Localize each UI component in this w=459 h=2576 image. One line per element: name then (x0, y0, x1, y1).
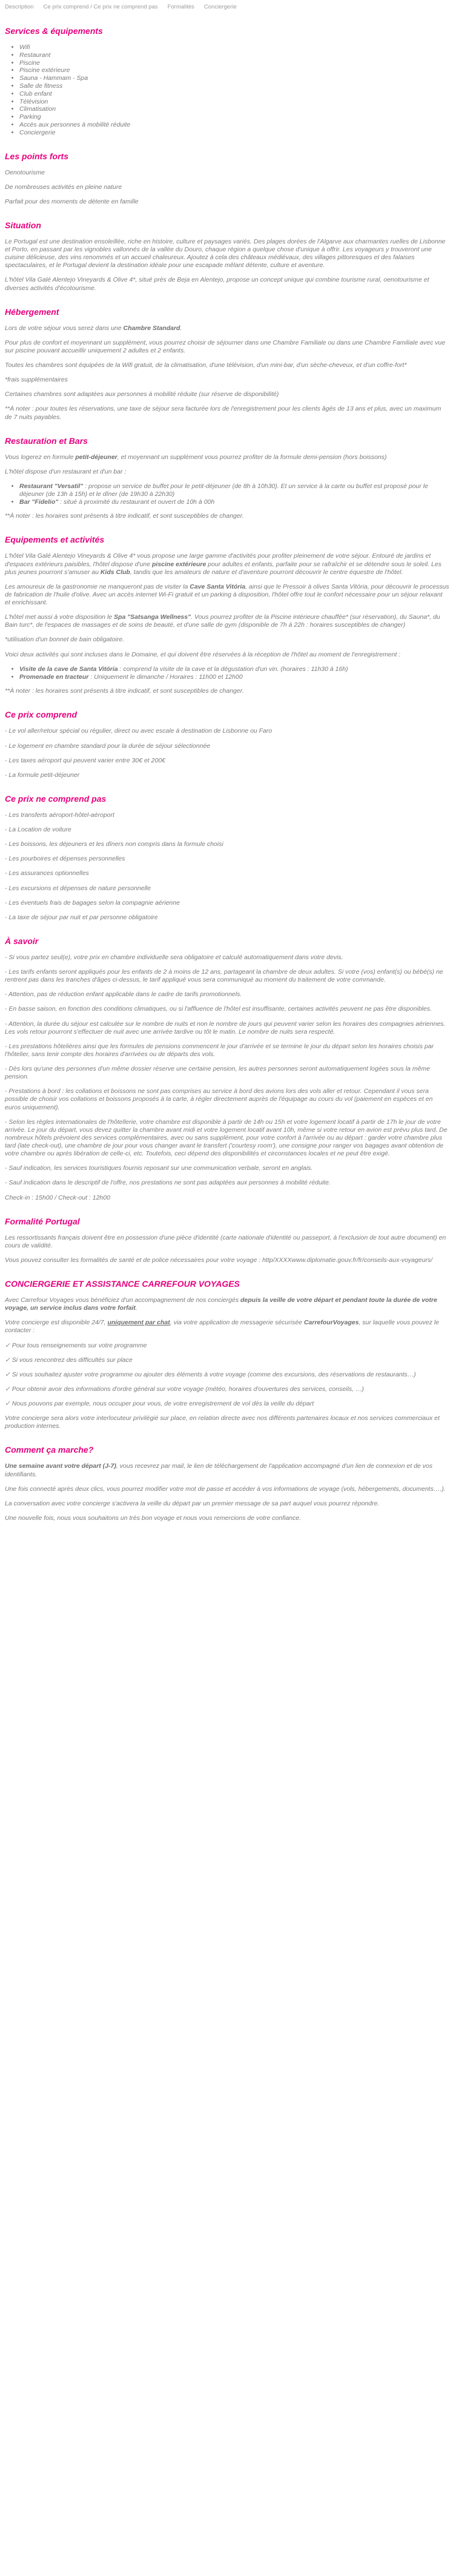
bullet-item: • Conciergerie (19, 129, 449, 137)
paragraph: - Dès lors qu'une des personnes d'un même dossier réserve une certaine pension, les autres personnes seront automatiquement logées sous la même pension. (5, 1065, 431, 1081)
paragraph: - Les transferts aéroport-hôtel-aéroport (5, 811, 114, 819)
section-equipements-activites (5, 535, 449, 695)
bullet-item: • Parking (19, 113, 449, 121)
section-heading-restauration-bars: Restauration et Bars (5, 435, 88, 446)
section-heading-hebergement: Hébergement (5, 306, 59, 317)
paragraph: **À noter : les horaires sont présents à titre indicatif, et sont susceptibles de changer. (5, 512, 244, 520)
paragraph: - La Location de voiture (5, 826, 71, 834)
section-points-forts (5, 151, 449, 206)
paragraph: - Les assurances optionnelles (5, 870, 89, 877)
paragraph: L'hôtel Vila Galé Alentejo Vineyards & Olive 4*, situé près de Beja en Alentejo, propose un concept unique qui combine tourisme rural, oenotourisme et diverses activités d'écotourisme. (5, 276, 429, 292)
paragraph: De nombreuses activités en pleine nature (5, 183, 122, 191)
paragraph: - Les tarifs enfants seront appliqués pour les enfants de 2 à moins de 12 ans, partageant la chambre de deux adultes. Si votre (vos) enfant(s) ou bébé(s) ne rentrent pas dans les tranches d'âges ci-dessus, le tarif appliqué vous sera communiqué au moment du traitement de votre commande. (5, 968, 443, 984)
paragraph: - Les éventuels frais de bagages selon la compagnie aérienne (5, 899, 180, 907)
tab-3[interactable]: Conciergerie (203, 4, 237, 10)
bullet-item: • Piscine extérieure (19, 67, 449, 74)
section-heading-prix-ne-comprend-pas: Ce prix ne comprend pas (5, 793, 107, 804)
bullet-item: • Bar "Fidelio" : situé à proximité du restaurant et ouvert de 10h à 00h (19, 498, 449, 506)
paragraph: ✓ Si vous souhaitez ajuster votre programme ou ajouter des éléments à votre voyage (comme des excursions, des réservations de restaurants…) (5, 1370, 416, 1378)
paragraph: Votre concierge sera alors votre interlocuteur privilégié sur place, en relation directe avec nos différents partenaires locaux et nos services commerciaux et production internes. (5, 1415, 440, 1430)
paragraph: L'hôtel dispose d'un restaurant et d'un bar : (5, 467, 127, 475)
section-comment-ca-marche (5, 1445, 449, 1522)
paragraph: ✓ Pour obtenir avoir des informations d'ordre général sur votre voyage (météo, horaires d'ouvertures des services, conseils, …) (5, 1385, 364, 1393)
section-heading-services-equipements: Services & équipements (5, 26, 103, 36)
section-restauration-bars (5, 436, 449, 521)
paragraph: Lors de votre séjour vous serez dans une Chambre Standard. (5, 324, 182, 332)
paragraph: L'hôtel met aussi à votre disposition le Spa "Satsanga Wellness". Vous pourrez profiter de la Piscine intérieure chauffée* (sur réservation), du Sauna*, du Bain turc*, de l'espaces de massages et de soins de beauté, et d'une salle de gym (disponible de 7h à 22h : horaires susceptibles de changer) (5, 613, 440, 629)
bullet-item: • Promenade en tracteur : Uniquement le dimanche / Horaires : 11h00 et 12h00 (19, 673, 449, 681)
section-services-equipements (5, 26, 449, 137)
paragraph: *utilisation d'un bonnet de bain obligatoire. (5, 636, 124, 644)
section-formalite-portugal (5, 1217, 449, 1264)
paragraph: Pour plus de confort et moyennant un supplément, vous pourrez choisir de séjourner dans une Chambre Familiale ou dans une Chambre Familiale avec vue sur piscine pouvant accueillir uniquement 2 adultes et 2 enfants. (5, 339, 446, 354)
section-heading-situation: Situation (5, 220, 41, 230)
bullet-item: • Télévision (19, 98, 449, 106)
paragraph: - Les boissons, les déjeuners et les dîners non compris dans la formule choisi (5, 841, 223, 848)
section-heading-conciergerie-assistance: CONCIERGERIE ET ASSISTANCE CARREFOUR VOYAGES (5, 1279, 240, 1289)
section-prix-comprend (5, 710, 449, 779)
paragraph: ✓ Nous pouvons par exemple, nous occuper pour vous, de votre enregistrement de vol dès la veille du départ (5, 1400, 314, 1408)
bullet-item: • Salle de fitness (19, 82, 449, 90)
paragraph: La conversation avec votre concierge s'activera la veille du départ par un premier message de sa part auquel vous pourrez répondre. (5, 1499, 380, 1507)
paragraph: - En basse saison, en fonction des conditions climatiques, ou si l'affluence de l'hôtel est insuffisante, certaines activités peuvent ne pas être disponibles. (5, 1005, 432, 1013)
bullet-list (5, 665, 449, 681)
section-situation (5, 220, 449, 292)
bullet-list (5, 483, 449, 506)
paragraph: ✓ Pour tous renseignements sur votre programme (5, 1341, 147, 1349)
paragraph: - Prestations à bord : les collations et boissons ne sont pas comprises au service à bord des avions lors des vols aller et retour. Cependant il vous sera possible de choisir vos collations et boissons proposés à la carte, à régler directement auprès de l'équipage au cours du vol (paiement en espèces et en euros uniquement). (5, 1088, 433, 1111)
paragraph: Oenotourisme (5, 168, 45, 176)
section-conciergerie-assistance (5, 1279, 449, 1430)
paragraph: - Si vous partez seul(e), votre prix en chambre individuelle sera obligatoire et calculé automatiquement dans votre devis. (5, 953, 343, 961)
paragraph: Le Portugal est une destination ensoleillée, riche en histoire, culture et paysages variés. Des plages dorées de l'Algarve aux charmantes ruelles de Lisbonne et Porto, en passant par les vignobles vallonnés de la vallée du Douro, chaque région a quelque chose d'unique à offrir. Les voyageurs y trouveront une cuisine délicieuse, des vins renommés et un accueil chaleureux. Ajoutez à cela des châteaux médiévaux, des villages pittoresques et des falaises spectaculaires, et le Portugal devient la destination idéale pour une escapade mêlant détente, culture et aventure. (5, 237, 446, 269)
section-heading-prix-comprend: Ce prix comprend (5, 710, 78, 720)
bullet-item: • Sauna - Hammam - Spa (19, 74, 449, 82)
paragraph: L'hôtel Vila Galé Alentejo Vineyards & Olive 4* vous propose une large gamme d'activités pour profiter pleinement de votre séjour. Entouré de jardins et d'espaces extérieurs paisibles, l'hôtel dispose d'une piscine extérieure pour adultes et enfants, parfaite pour se rafraîchir et se détendre sous le soleil. Les plus jeunes pourront s'amuser au Kids Club, tandis que les amateurs de nature et d'aventure pourront découvrir le centre équestre de l'hôtel. (5, 552, 442, 576)
paragraph: *frais supplémentaires (5, 376, 68, 384)
paragraph: Les ressortissants français doivent être en possession d'une pièce d'identité (carte nationale d'identité ou passeport, à l'exclusion de tout autre document) en cours de validité. (5, 1234, 446, 1249)
paragraph: - Les prestations hôtelières ainsi que les formules de pensions commencent le jour d'arrivée et se termine le jour du départ selon les horaires choisis par l'hôtelier, sans tenir compte des horaires d'arrivées ou de départs des vols. (5, 1042, 434, 1058)
paragraph: ✓ Si vous rencontrez des difficultés sur place (5, 1356, 133, 1364)
bullet-item: • Restaurant (19, 51, 449, 59)
content (0, 26, 459, 1565)
paragraph: - Les excursions et dépenses de nature personnelle (5, 884, 151, 892)
section-a-savoir (5, 936, 449, 1202)
bullet-item: • Restaurant "Versatil" : propose un service de buffet pour le petit-déjeuner (de 8h à 10h30). Et un service à la carte ou buffet est proposé pour le déjeuner (de 13h à 15h) et le dîner (de 19h30 à 22h30) (19, 483, 449, 498)
bullet-list (5, 44, 449, 137)
tab-1[interactable]: Ce prix comprend / Ce prix ne comprend pas (43, 4, 158, 10)
paragraph: Votre concierge est disponible 24/7, uniquement par chat, via votre application de messagerie sécurisée CarrefourVoyages, sur laquelle vous pouvez le contacter : (5, 1319, 440, 1335)
paragraph: Les amoureux de la gastronomie ne manqueront pas de visiter la Cave Santa Vitória, ainsi que le Pressoir à olives Santa Vitória, pour découvrir le processus de fabrication de l'huile d'olive. Avec un accès internet Wi-Fi gratuit et un parking à disposition, l'hôtel offre tout le confort nécessaire pour un séjour relaxant et enrichissant. (5, 583, 449, 607)
paragraph: - Attention, pas de réduction enfant applicable dans le cadre de tarifs promotionnels. (5, 991, 242, 999)
paragraph: - Le vol aller/retour spécial ou régulier, direct ou avec escale à destination de Lisbonne ou Faro (5, 727, 272, 735)
paragraph: Une fois connecté après deux clics, vous pourrez modifier votre mot de passe et accéder à vos informations de voyage (vols, hébergements, documents….). (5, 1485, 446, 1493)
paragraph: Une nouvelle fois, nous vous souhaitons un très bon voyage et nous vous remercions de votre confiance. (5, 1514, 302, 1522)
paragraph: Check-in : 15h00 / Check-out : 12h00 (5, 1194, 110, 1201)
paragraph: Toutes les chambres sont équipées de la Wifi gratuit, de la climatisation, d'une télévision, d'un mini-bar, d'un sèche-cheveux, et d'un coffre-fort* (5, 362, 407, 369)
paragraph: - Sauf indication, les services touristiques fournis reposant sur une communication verbale, seront en anglais. (5, 1164, 313, 1172)
paragraph: - Les taxes aéroport qui peuvent varier entre 30€ et 200€ (5, 756, 166, 764)
paragraph: Voici deux activités qui sont incluses dans le Domaine, et qui doivent être réservées à la réception de l'hôtel au moment de l'enregistrement : (5, 650, 401, 658)
section-prix-ne-comprend-pas (5, 794, 449, 922)
paragraph: - Attention, la durée du séjour est calculée sur le nombre de nuits et non le nombre de jours qui peuvent varier selon les horaires des compagnies aériennes. Les vols retour pourront s'effectuer de nuit avec une arrivée tardive ou tôt le matin. Le nombre de nuits sera respecté. (5, 1020, 446, 1035)
tab-2[interactable]: Formalités (167, 4, 194, 10)
section-heading-comment-ca-marche: Comment ça marche? (5, 1445, 94, 1455)
paragraph: - La taxe de séjour par nuit et par personne obligatoire (5, 913, 158, 921)
section-heading-a-savoir: À savoir (5, 936, 39, 946)
paragraph: Vous pouvez consulter les formalités de santé et de police nécessaires pour votre voyage : http/XXXXwww.diplomatie.gouv.fr/fr/conseils-aux-voyageurs/ (5, 1256, 433, 1264)
bullet-item: • Wifi (19, 44, 449, 51)
paragraph: - Sauf indication dans le descriptif de l'offre, nos prestations ne sont pas adaptées aux personnes à mobilité réduite. (5, 1179, 331, 1187)
paragraph: Une semaine avant votre départ (J-7), vous recevrez par mail, le lien de téléchargement de l'application accompagné d'un lien de connexion et de vos identifiants. (5, 1462, 433, 1478)
paragraph: - La formule petit-déjeuner (5, 771, 80, 779)
section-heading-points-forts: Les points forts (5, 151, 69, 161)
paragraph: Avec Carrefour Voyages vous bénéficiez d'un accompagnement de nos conciergés depuis la veille de votre départ et pendant toute la durée de votre voyage, un service inclus dans votre forfait. (5, 1296, 437, 1312)
paragraph: Vous logerez en formule petit-déjeuner, et moyennant un supplément vous pourrez profiter de la formule demi-pension (hors boissons) (5, 453, 387, 461)
paragraph: Certaines chambres sont adaptées aux personnes à mobilité réduite (sur réserve de disponibilité) (5, 391, 279, 398)
paragraph: **À noter : les horaires sont présents à titre indicatif, et sont susceptibles de changer. (5, 687, 244, 695)
tab-bar (0, 0, 459, 12)
paragraph: - Les pourboires et dépenses personnelles (5, 855, 125, 863)
section-heading-equipements-activites: Equipements et activités (5, 535, 105, 545)
paragraph: **À noter : pour toutes les réservations, une taxe de séjour sera facturée lors de l'enregistrement pour les clients âgés de 13 ans et plus, avec un maximum de 7 nuits payables. (5, 405, 441, 421)
tab-0[interactable]: Description (5, 4, 34, 10)
bullet-item: • Visite de la cave de Santa Vitória : comprend la visite de la cave et la dégustation d'un vin. (horaires : 11h30 à 16h) (19, 665, 449, 673)
bullet-item: • Club enfant (19, 90, 449, 98)
bullet-item: • Climatisation (19, 105, 449, 113)
section-heading-formalite-portugal: Formalité Portugal (5, 1216, 80, 1226)
bullet-item: • Accès aux personnes à mobilité réduite (19, 121, 449, 129)
section-hebergement (5, 307, 449, 421)
paragraph: - Selon les règles internationales de l'hôtellerie, votre chambre est disponible à partir de 14h ou 15h et votre logement locatif à partir de 17h le jour de votre arrivée. Le jour du départ, vous devez quitter la chambre avant midi et votre logement locatif avant 10h, même si votre retour en avion est prévu plus tard. De nombreux hôtels prévoient des services complémentaires, avec ou sans supplément, pour votre confort à l'arrivée ou au départ : garder votre chambre plus tard (late check-out), une chambre de jour pour vous changer avant le transfert ('courtesy room'), une consigne pour ranger vos bagages avant obtention de votre chambre ou après libération de celle-ci, etc. Toutefois, ceci dépend des disponibilités et circonstances locales et ne peut être exigé. (5, 1118, 447, 1158)
paragraph: - Le logement en chambre standard pour la durée de séjour sélectionnée (5, 742, 211, 750)
bullet-item: • Piscine (19, 59, 449, 67)
paragraph: Parfait pour des moments de détente en famille (5, 197, 139, 205)
